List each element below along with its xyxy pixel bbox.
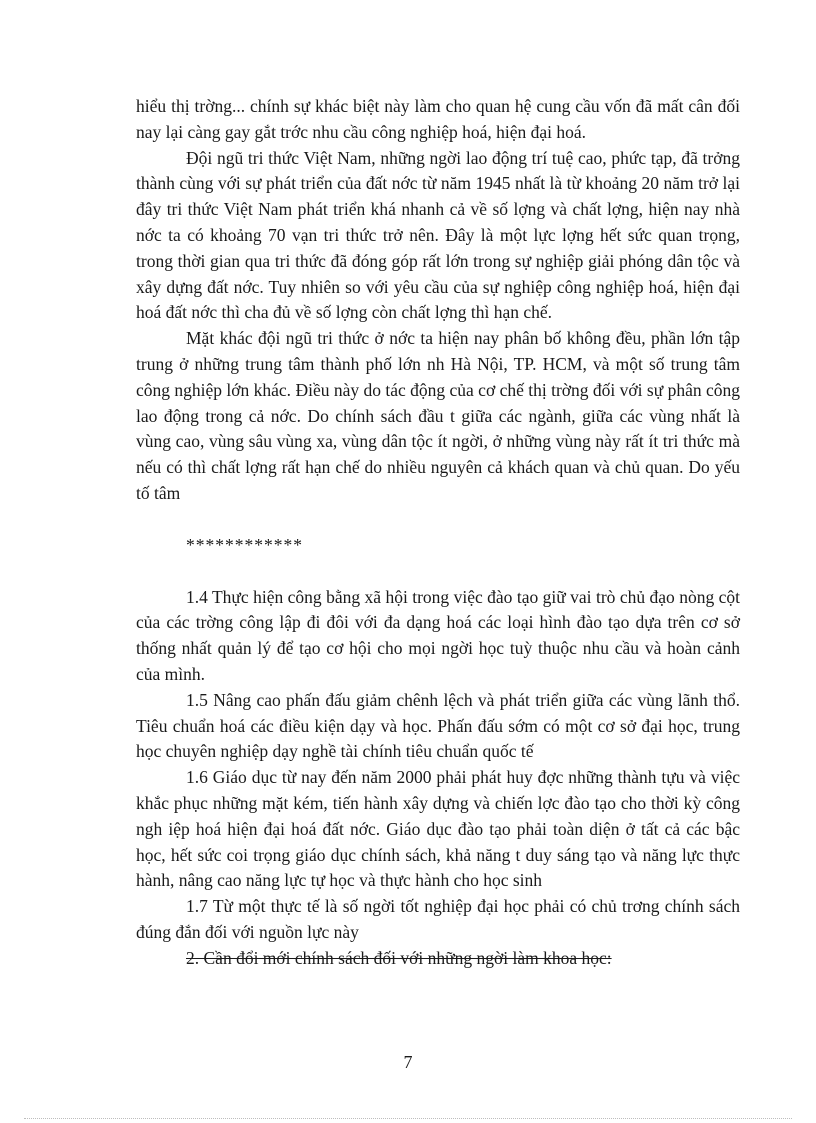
page-number: 7 (403, 1052, 413, 1072)
item-1-4: 1.4 Thực hiện công bằng xã hội trong việc đào tạo giữ vai trò chủ đạo nòng cột của các trờng công lập đi đôi với đa dạng hoá các loại hình đào tạo dựa trên cơ sở thống nhất quản lý để tạo cơ hội cho mọi ngời học tuỳ thuộc nhu cầu và hoàn cảnh của mình. (136, 586, 740, 684)
paragraph-3: Mặt khác đội ngũ tri thức ở nớc ta hiện nay phân bố không đều, phần lớn tập trung ở những trung tâm thành phố lớn nh Hà Nội, TP. HCM, và một số trung tâm công nghiệp lớn khác. Điều này do tác động của cơ chế thị trờng đối với sự phân công lao động trong cả nớc. Do chính sách đầu t giữa các ngành, giữa các vùng nhất là vùng cao, vùng sâu vùng xa, vùng dân tộc ít ngời, ở những vùng này rất ít tri thức mà nếu có thì chất lợng rất hạn chế do nhiều nguyên cả khách quan và chủ quan. Do yếu tố tâm (136, 328, 740, 503)
page-bottom-border (24, 1118, 792, 1119)
item-1-6: 1.6 Giáo dục từ nay đến năm 2000 phải phát huy đợc những thành tựu và việc khắc phục những mặt kém, tiến hành xây dựng và chiến lợc đào tạo cho thời kỳ công ngh iệp hoá hiện đại hoá đất nớc. Giáo dục đào tạo phải toàn diện ở tất cả các bậc học, hết sức coi trọng giáo dục chính sách, khả năng t duy sáng tạo và năng lực thực hành, nâng cao năng lực tự học và thực hành cho học sinh (136, 767, 740, 891)
item-1-7: 1.7 Từ một thực tế là số ngời tốt nghiệp đại học phải có chủ trơng chính sách đúng đắn đối với nguồn lực này (136, 896, 740, 942)
section-heading-2: 2. Cần đổi mới chính sách đối với những ngời làm khoa học: (186, 947, 612, 968)
spacer (136, 507, 740, 533)
item-1-5: 1.5 Nâng cao phấn đấu giảm chênh lệch và phát triển giữa các vùng lãnh thổ. Tiêu chuẩn hoá các điều kiện dạy và học. Phấn đấu sớm có một cơ sở đại học, trung học chuyên nghiệp dạy nghề tài chính tiêu chuẩn quốc tế (136, 689, 740, 762)
section-separator: ************ (186, 534, 303, 555)
paragraph-2: Đội ngũ tri thức Việt Nam, những ngời lao động trí tuệ cao, phức tạp, đã trởng thành cùng với sự phát triển của đất nớc từ năm 1945 nhất là từ khoảng 20 năm trở lại đây tri thức Việt Nam phát triển khá nhanh cả về số lợng và chất lợng, hiện nay nhà nớc ta có khoảng 70 vạn tri thức trở nên. Đây là một lực lợng hết sức quan trọng, trong thời gian qua tri thức đã đóng góp rất lớn trong sự nghiệp giải phóng dân tộc và xây dựng đất nớc. Tuy nhiên so với yêu cầu của sự nghiệp công nghiệp hoá, hiện đại hoá đất nớc thì cha đủ về số lợng còn chất lợng thì hạn chế. (136, 147, 740, 323)
spacer (136, 559, 740, 585)
paragraph-1: hiểu thị trờng... chính sự khác biệt này làm cho quan hệ cung cầu vốn đã mất cân đối nay lại càng gay gắt trớc nhu cầu công nghiệp hoá, hiện đại hoá. (136, 96, 740, 142)
body-text (136, 94, 740, 972)
